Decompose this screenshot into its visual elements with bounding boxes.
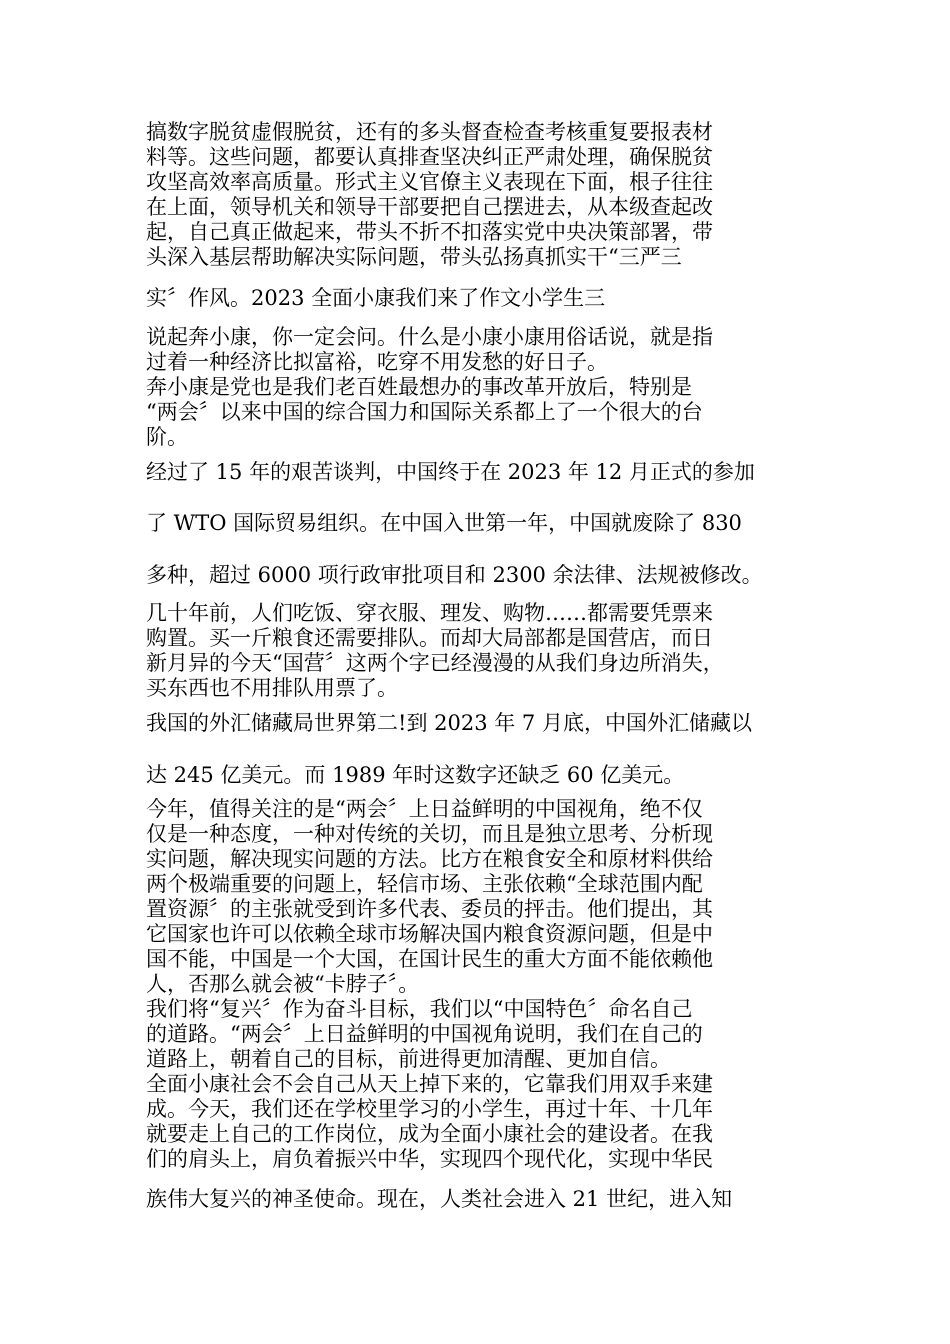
text-line: 我国的外汇储藏局世界第二!到 2023 年 7 月底，中国外汇储藏以 <box>146 711 752 735</box>
text-line: 攻坚高效率高质量。形式主义官僚主义表现在下面，根子往往 <box>146 170 713 194</box>
paragraph-6-end <box>146 1187 826 1212</box>
text-line: 奔小康是党也是我们老百姓最想办的事改革开放后，特别是 <box>146 375 692 399</box>
paragraph-1 <box>146 120 826 270</box>
text-line: 购置。买一斤粮食还需要排队。而却大局部都是国营店，而日 <box>146 626 713 650</box>
text-line: 今年，值得关注的是“两会〞上日益鲜明的中国视角，绝不仅 <box>146 797 703 821</box>
text-line: 置资源〞的主张就受到许多代表、委员的抨击。他们提出，其 <box>146 897 713 921</box>
text-line: 新月异的今天“国营〞这两个字已经漫漫的从我们身边所消失， <box>146 651 724 675</box>
paragraph-2 <box>146 325 826 450</box>
text-line: 达 245 亿美元。而 1989 年时这数字还缺乏 60 亿美元。 <box>146 763 685 787</box>
text-line: 经过了 15 年的艰苦谈判，中国终于在 2023 年 12 月正式的参加 <box>146 460 755 484</box>
paragraph-4 <box>146 601 826 701</box>
text-line: 实问题，解决现实问题的方法。比方在粮食安全和原材料供给 <box>146 847 713 871</box>
text-line: 就要走上自己的工作岗位，成为全面小康社会的建设者。在我 <box>146 1122 713 1146</box>
paragraph-1-end <box>146 286 826 311</box>
text-line: 阶。 <box>146 425 188 449</box>
text-line: 全面小康社会不会自己从天上掉下来的，它靠我们用双手来建 <box>146 1072 713 1096</box>
text-line: 头深入基层帮助解决实际问题，带头弘扬真抓实干“三严三 <box>146 245 682 269</box>
text-line: 料等。这些问题，都要认真排查坚决纠正严肃处理，确保脱贫 <box>146 145 713 169</box>
text-line: 多种，超过 6000 项行政审批项目和 2300 余法律、法规被修改。 <box>146 563 763 587</box>
text-line: 起，自己真正做起来，带头不折不扣落实党中央决策部署，带 <box>146 220 713 244</box>
text-line: 道路上，朝着自己的目标，前进得更加清醒、更加自信。 <box>146 1047 671 1071</box>
text-line: 买东西也不用排队用票了。 <box>146 676 398 700</box>
text-line: 说起奔小康，你一定会问。什么是小康小康用俗话说，就是指 <box>146 325 713 349</box>
text-line: 的道路。“两会〞上日益鲜明的中国视角说明，我们在自己的 <box>146 1022 703 1046</box>
text-line: 两个极端重要的问题上，轻信市场、主张依赖“全球范围内配 <box>146 872 703 896</box>
text-line: 人，否那么就会被“卡脖子〞。 <box>146 972 420 996</box>
paragraph-6 <box>146 797 826 1172</box>
text-line: 实〞作风。2023 全面小康我们来了作文小学生三 <box>146 286 606 310</box>
text-line: 它国家也许可以依赖全球市场解决国内粮食资源问题，但是中 <box>146 922 713 946</box>
text-line: 成。今天，我们还在学校里学习的小学生，再过十年、十几年 <box>146 1097 713 1121</box>
text-line: 几十年前，人们吃饭、穿衣服、理发、购物……都需要凭票来 <box>146 601 713 625</box>
text-line: 们的肩头上，肩负着振兴中华，实现四个现代化，实现中华民 <box>146 1147 713 1171</box>
text-line: 在上面，领导机关和领导干部要把自己摆进去，从本级查起改 <box>146 195 713 219</box>
text-line: 族伟大复兴的神圣使命。现在，人类社会进入 21 世纪，进入知 <box>146 1187 733 1211</box>
text-line: 搞数字脱贫虚假脱贫，还有的多头督查检查考核重复要报表材 <box>146 120 713 144</box>
text-line: 国不能，中国是一个大国，在国计民生的重大方面不能依赖他 <box>146 947 713 971</box>
text-line: “两会〞以来中国的综合国力和国际关系都上了一个很大的台 <box>146 400 703 424</box>
text-line: 仅是一种态度，一种对传统的关切，而且是独立思考、分析现 <box>146 822 713 846</box>
paragraph-5 <box>146 711 826 788</box>
text-line: 过着一种经济比拟富裕，吃穿不用发愁的好日子。 <box>146 350 608 374</box>
text-line: 我们将“复兴〞作为奋斗目标，我们以“中国特色〞命名自己 <box>146 997 693 1021</box>
paragraph-3 <box>146 460 826 588</box>
text-line: 了 WTO 国际贸易组织。在中国入世第一年，中国就废除了 830 <box>146 511 742 535</box>
